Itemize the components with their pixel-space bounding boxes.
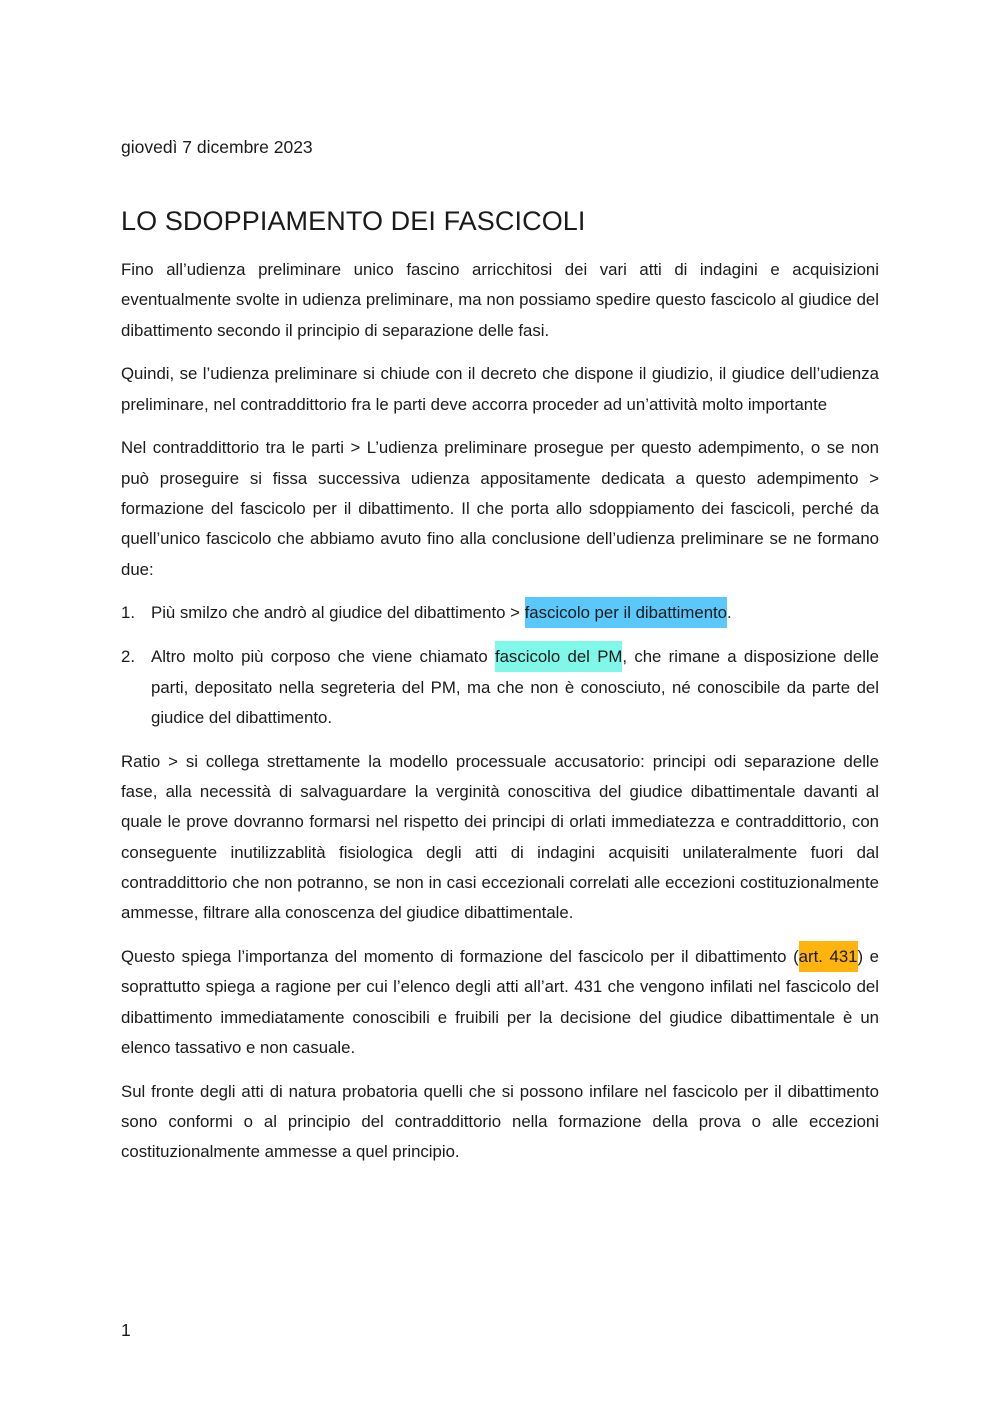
fascicoli-list bbox=[121, 598, 879, 733]
list-text: , che rimane a disposizione delle parti, depositato nella segreteria del PM, ma che non è conosciuto, né conoscibile da parte del giudice del dibattimento. bbox=[151, 647, 879, 727]
list-text: Più smilzo che andrò al giudice del dibattimento > bbox=[151, 603, 525, 623]
paragraph-intro: Fino all’udienza preliminare unico fascino arricchitosi dei vari atti di indagini e acquisizioni eventualmente svolte in udienza preliminare, ma non possiamo spedire questo fascicolo al giudice del dibattimento secondo il principio di separazione delle fasi. bbox=[121, 260, 879, 340]
list-number: 2. bbox=[121, 647, 135, 667]
list-item bbox=[121, 642, 879, 733]
highlighted-text: fascicolo per il dibattimento bbox=[525, 597, 727, 628]
paragraph-importanza bbox=[121, 942, 879, 1063]
paragraph-text: Questo spiega l’importanza del momento di formazione del fascicolo per il dibattimento ( bbox=[121, 946, 799, 966]
paragraph-ratio: Ratio > si collega strettamente la modello processuale accusatorio: principi odi separazione delle fase, alla necessità di salvaguardare la verginità conoscitiva del giudice dibattimentale davanti al quale le prove dovranno formarsi nel rispetto dei principi di orlati immediatezza e contraddittorio, con conseguente inutilizzablità fisiologica degli atti di indagini acquisiti unilateralmente fuori dal contraddittorio che non potranno, se non in casi eccezionali correlati alle eccezioni costituzionalmente ammesse, filtrare alla conoscenza del giudice dibattimentale. bbox=[121, 751, 879, 923]
document-body bbox=[121, 255, 879, 1181]
paragraph-decreto: Quindi, se l’udienza preliminare si chiude con il decreto che dispone il giudizio, il giudice dell’udienza preliminare, nel contraddittorio fra le parti deve accorra proceder ad un’attività molto importante bbox=[121, 364, 879, 414]
highlighted-text: fascicolo del PM bbox=[495, 641, 622, 672]
highlighted-text: art. 431 bbox=[799, 941, 858, 972]
paragraph-text: ) e soprattutto spiega a ragione per cui l’elenco degli atti all’art. 431 che vengono infilati nel fascicolo del dibattimento immediatamente conoscibili e fruibili per la decisione del giudice dibattimentale è un elenco tassativo e non casuale. bbox=[121, 946, 879, 1057]
list-item bbox=[121, 598, 879, 628]
list-text: Altro molto più corposo che viene chiamato bbox=[151, 647, 495, 667]
document-date: giovedì 7 dicembre 2023 bbox=[121, 137, 313, 157]
list-number: 1. bbox=[121, 603, 135, 623]
page-number: 1 bbox=[121, 1320, 131, 1340]
paragraph-probatoria: Sul fronte degli atti di natura probatoria quelli che si possono infilare nel fascicolo per il dibattimento sono conformi o al principio del contraddittorio nella formazione della prova o alle eccezioni costituzionalmente ammesse a quel principio. bbox=[121, 1081, 879, 1162]
list-text: . bbox=[727, 603, 732, 623]
document-title: LO SDOPPIAMENTO DEI FASCICOLI bbox=[121, 206, 586, 236]
paragraph-contraddittorio: Nel contraddittorio tra le parti > L’udienza preliminare prosegue per questo adempimento, o se non può proseguire si fissa successiva udienza appositamente dedicata a questo adempimento > formazione del fascicolo per il dibattimento. Il che porta allo sdoppiamento dei fascicoli, perché da quell’unico fascicolo che abbiamo avuto fino alla conclusione dell’udienza preliminare se ne formano due: bbox=[121, 438, 879, 579]
